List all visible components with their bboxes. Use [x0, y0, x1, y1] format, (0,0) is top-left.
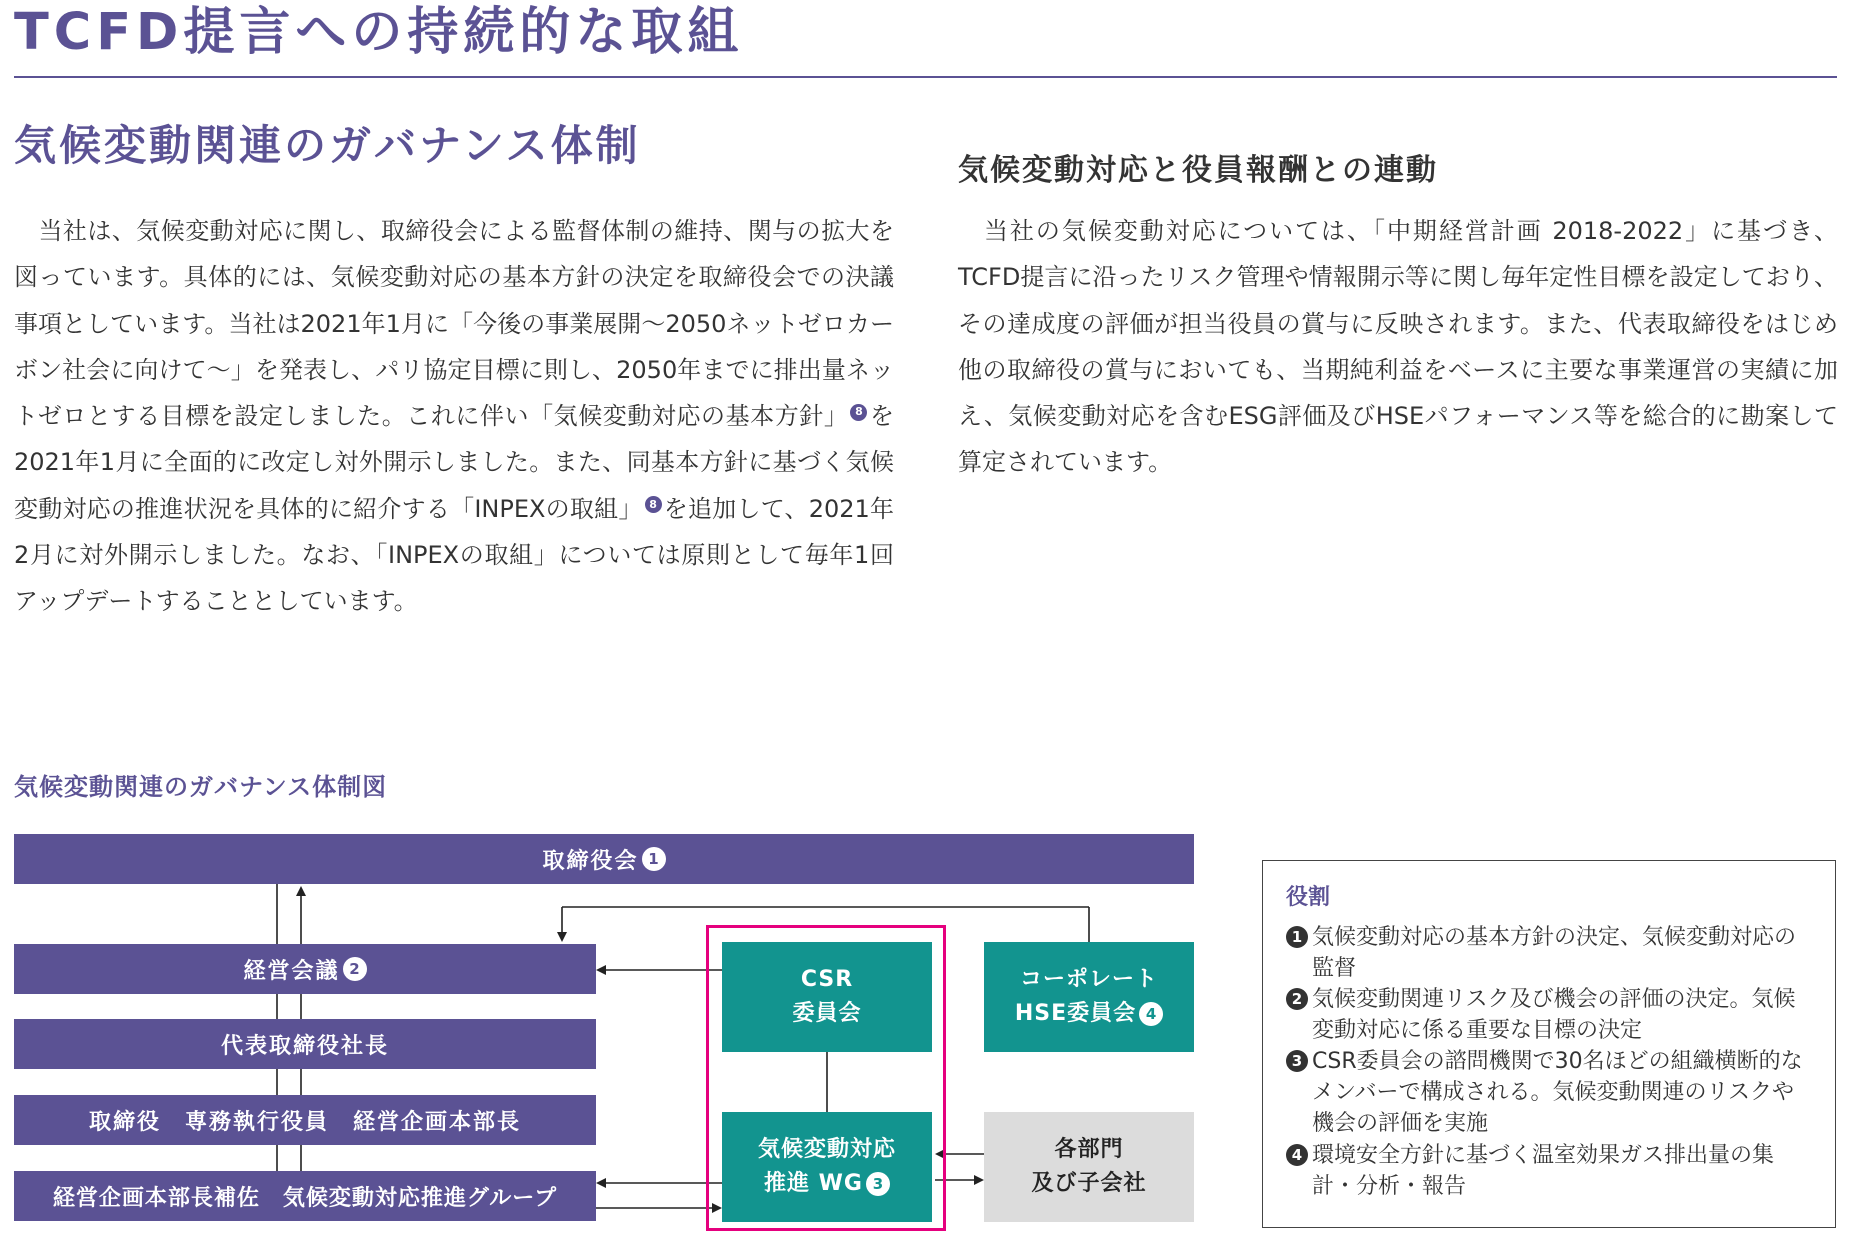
depts-line1: 各部門 [1054, 1137, 1124, 1162]
role-item [1286, 984, 1816, 1046]
reference-mark[interactable]: 8 [850, 404, 867, 421]
role-text: CSR委員会の諮問機関で30名ほどの組織横断的なメンバーで構成される。気候変動関連のリスクや機会の評価を実施 [1312, 1049, 1803, 1136]
role-text: 環境安全方針に基づく温室効果ガス排出量の集計・分析・報告 [1312, 1143, 1775, 1199]
number-badge: 3 [866, 1172, 890, 1196]
role-item [1286, 1046, 1816, 1139]
number-badge: 2 [343, 957, 367, 981]
role-item [1286, 922, 1816, 984]
number-badge: 4 [1139, 1002, 1163, 1026]
deputy-group-box: 経営企画本部長補佐 気候変動対応推進グループ [14, 1171, 596, 1221]
hse-line1: コーポレート [1019, 967, 1158, 992]
governance-text-1: 当社は、気候変動対応に関し、取締役会による監督体制の維持、関与の拡大を図っています。具体的には、気候変動対応の基本方針の決定を取締役会での決議事項としています。当社は2021年1月に「今後の事業展開〜2050ネットゼロカーボン社会に向けて〜」を発表し、パリ協定目標に則し、2050年までに排出量ネットゼロとする目標を設定しました。これに伴い「気候変動対応の基本方針」 [14, 217, 894, 431]
corporate-hse-committee-box [984, 942, 1194, 1052]
wg-line2: 推進 WG [764, 1171, 863, 1196]
roles-title: 役割 [1286, 885, 1331, 910]
management-meeting-label: 経営会議 [243, 958, 340, 984]
role-number-icon: 3 [1286, 1050, 1308, 1072]
governance-text-3: を追加して、2021年2月に対外開示しました。なお、「INPEXの取組」については原則として毎年1回アップデートすることとしています。 [14, 494, 894, 616]
hse-line2: HSE委員会 [1014, 1001, 1137, 1026]
role-text: 気候変動関連リスク及び機会の評価の決定。気候変動対応に係る重要な目標の決定 [1312, 987, 1796, 1043]
officers-box: 取締役 専務執行役員 経営企画本部長 [14, 1095, 596, 1145]
role-number-icon: 1 [1286, 926, 1308, 948]
president-box: 代表取締役社長 [14, 1019, 596, 1069]
depts-line2: 及び子会社 [1031, 1171, 1147, 1196]
remuneration-heading: 気候変動対応と役員報酬との連動 [958, 153, 1438, 188]
remuneration-text: 当社の気候変動対応については、「中期経営計画 2018-2022」に基づき、TCFD提言に沿ったリスク管理や情報開示等に関し毎年定性目標を設定しており、その達成度の評価が担当役員の賞与に反映されます。また、代表取締役をはじめ他の取締役の賞与においても、当期純利益をベースに主要な事業運営の実績に加え、気候変動対応を含むESG評価及びHSEパフォーマンス等を総合的に勘案して算定されています。 [958, 217, 1838, 477]
reference-mark[interactable]: 8 [645, 496, 662, 513]
hse-line2-wrap [1015, 997, 1163, 1031]
management-meeting-box [14, 944, 596, 994]
governance-heading: 気候変動関連のガバナンス体制 [14, 121, 641, 170]
wg-highlight-outline [706, 925, 946, 1231]
role-number-icon: 4 [1286, 1144, 1308, 1166]
csr-line1: CSR [800, 967, 854, 992]
departments-box [984, 1112, 1194, 1222]
board-label: 取締役会 [542, 848, 639, 874]
governance-text-2: を2021年1月に全面的に改定し対外開示しました。また、同基本方針に基づく気候変動対応の推進状況を具体的に紹介する「INPEXの取組」 [14, 402, 895, 523]
number-badge: 1 [642, 847, 666, 871]
role-text: 気候変動対応の基本方針の決定、気候変動対応の監督 [1312, 925, 1797, 981]
role-number-icon: 2 [1286, 988, 1308, 1010]
csr-line2: 委員会 [792, 1001, 862, 1026]
diagram-title: 気候変動関連のガバナンス体制図 [14, 773, 388, 801]
board-of-directors-box [14, 834, 1194, 884]
role-item [1286, 1140, 1816, 1202]
wg-line1: 気候変動対応 [757, 1137, 896, 1162]
page-title: TCFD提言への持続的な取組 [14, 3, 744, 62]
